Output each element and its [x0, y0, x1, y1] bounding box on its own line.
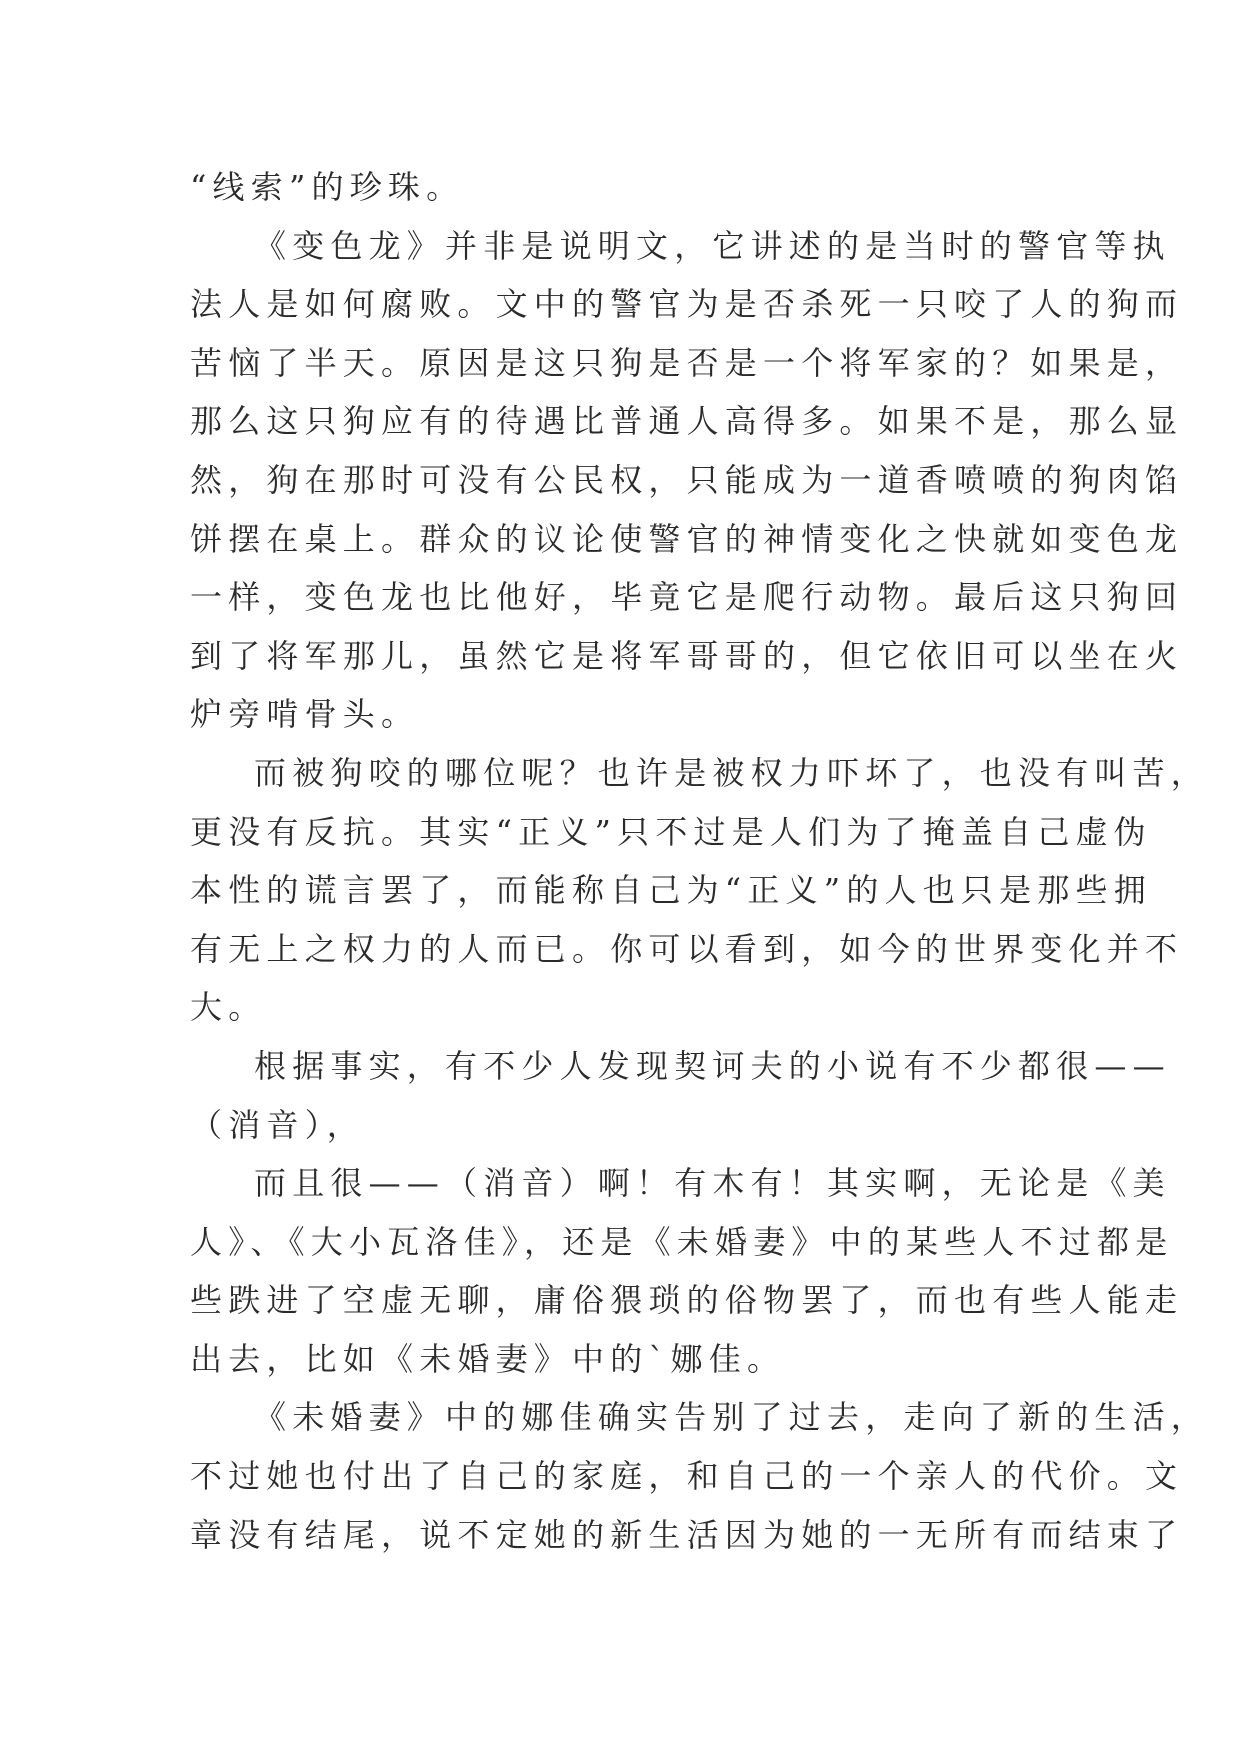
text-line: 大。 [190, 988, 267, 1027]
text-line: 人》、《大小瓦洛佳》，还是《未婚妻》中的某些人不过都是 [190, 1222, 1174, 1261]
text-line: （消音）， [190, 1105, 366, 1144]
body-text [190, 158, 1210, 1564]
text-line: 到了将军那儿，虽然它是将军哥哥的，但它依旧可以坐在火 [190, 636, 1184, 675]
text-line: 本性的谎言罢了，而能称自己为“正义”的人也只是那些拥 [190, 871, 1152, 910]
text-line: 一样，变色龙也比他好，毕竟它是爬行动物。最后这只狗回 [190, 578, 1184, 617]
text-line: 然，狗在那时可没有公民权，只能成为一道香喷喷的狗肉馅 [190, 460, 1184, 499]
text-line: 那么这只狗应有的待遇比普通人高得多。如果不是，那么显 [190, 402, 1184, 441]
text-line: 而且很——（消音）啊！有木有！其实啊，无论是《美 [254, 1164, 1171, 1203]
text-line: 章没有结尾，说不定她的新生活因为她的一无所有而结束了 [190, 1515, 1184, 1554]
text-line: 法人是如何腐败。文中的警官为是否杀死一只咬了人的狗而 [190, 285, 1184, 324]
text-line: 出去，比如《未婚妻》中的`娜佳。 [190, 1339, 786, 1378]
text-line: 苦恼了半天。原因是这只狗是否是一个将军家的？如果是， [190, 343, 1184, 382]
text-line: 更没有反抗。其实“正义”只不过是人们为了掩盖自己虚伪 [190, 812, 1152, 851]
text-line: 些跌进了空虚无聊，庸俗猥琐的俗物罢了，而也有些人能走 [190, 1281, 1184, 1320]
text-line: 根据事实，有不少人发现契诃夫的小说有不少都很—— [254, 1046, 1171, 1085]
text-line: 《变色龙》并非是说明文，它讲述的是当时的警官等执 [254, 226, 1171, 265]
text-line: 有无上之权力的人而已。你可以看到，如今的世界变化并不 [190, 929, 1184, 968]
text-line: 《未婚妻》中的娜佳确实告别了过去，走向了新的生活， [254, 1398, 1210, 1437]
text-line: 炉旁啃骨头。 [190, 695, 420, 734]
text-line: 饼摆在桌上。群众的议论使警官的神情变化之快就如变色龙 [190, 519, 1184, 558]
text-line: 而被狗咬的哪位呢？也许是被权力吓坏了，也没有叫苦， [254, 753, 1210, 792]
text-line: “线索”的珍珠。 [190, 168, 465, 206]
text-line: 不过她也付出了自己的家庭，和自己的一个亲人的代价。文 [190, 1457, 1184, 1496]
